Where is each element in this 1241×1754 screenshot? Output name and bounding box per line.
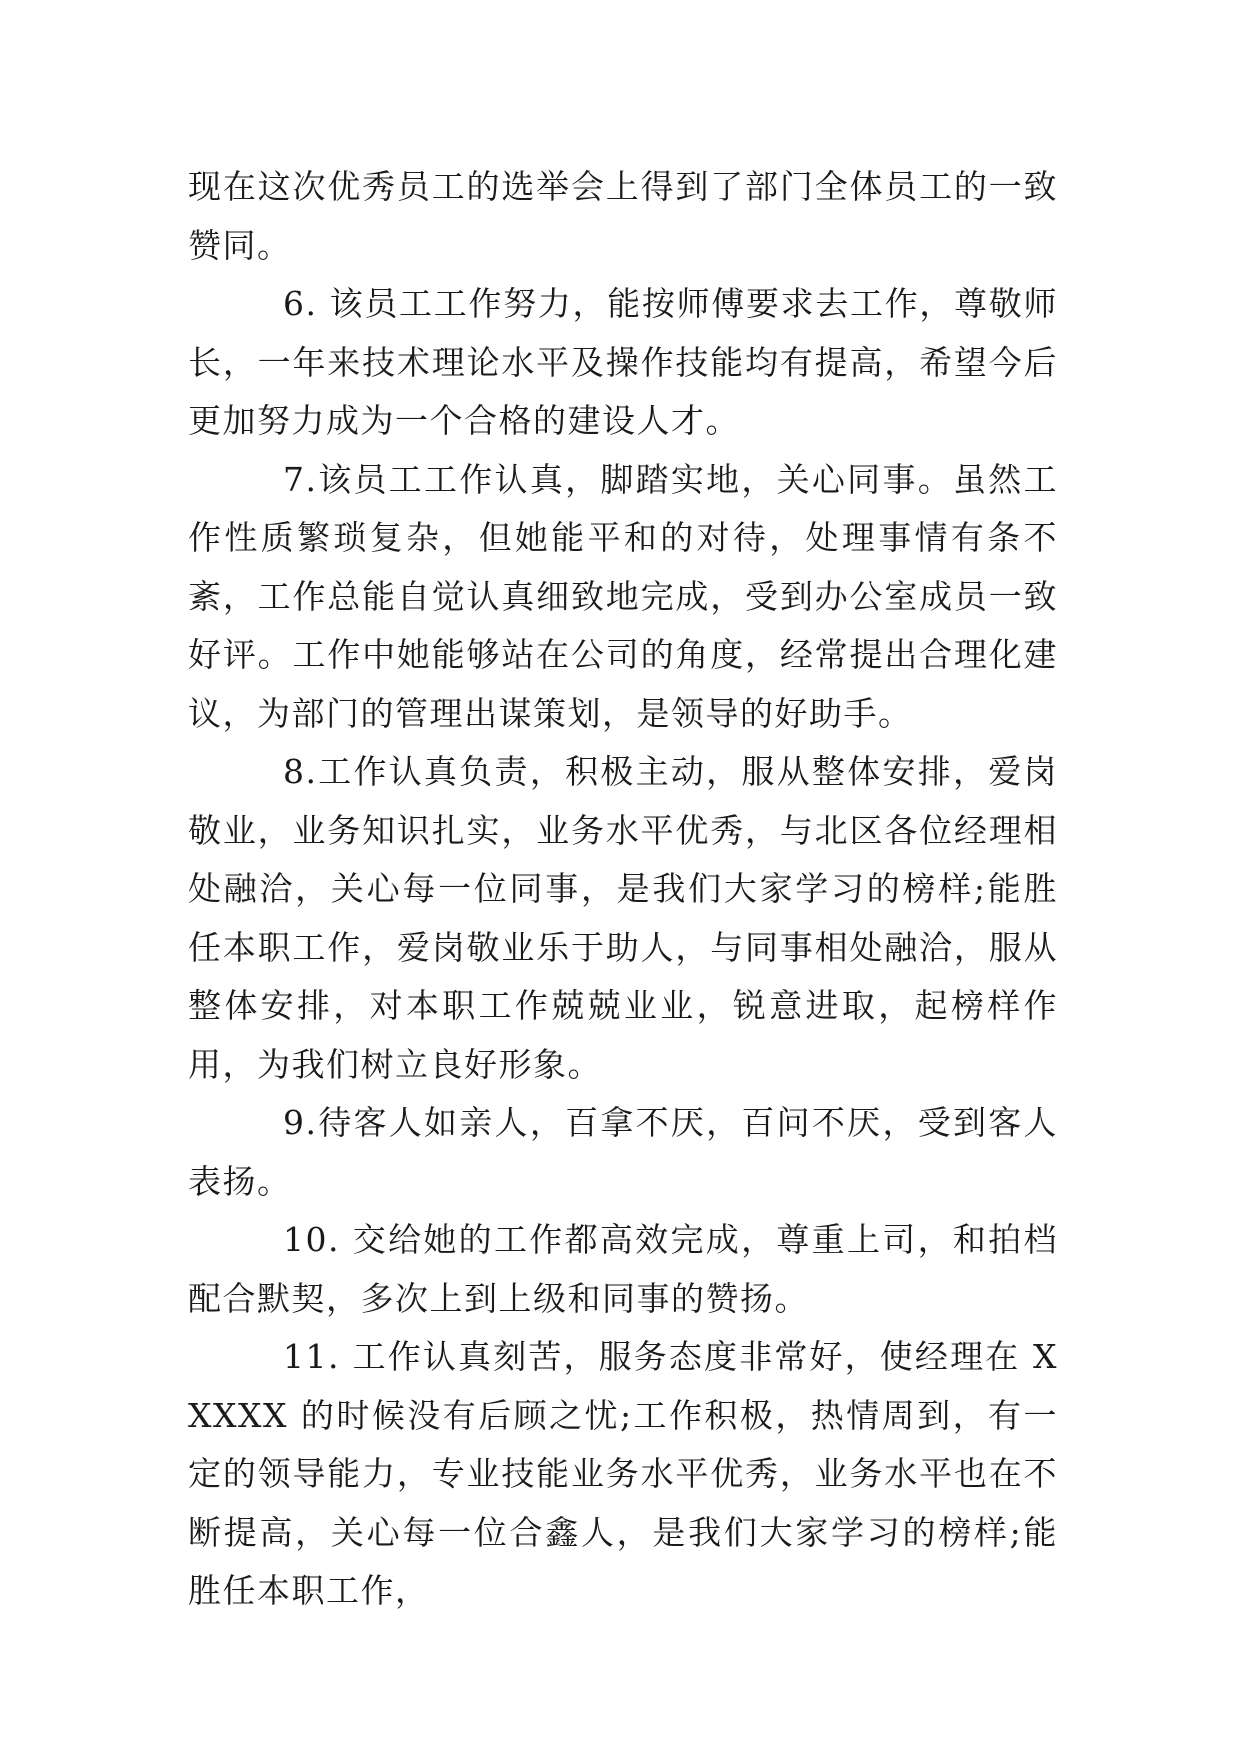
paragraph-item-7: 7.该员工工作认真，脚踏实地，关心同事。虽然工作性质繁琐复杂，但她能平和的对待，处理事情有条不紊，工作总能自觉认真细致地完成，受到办公室成员一致好评。工作中她能够站在公司的角度，经常提出合理化建议，为部门的管理出谋策划，是领导的好助手。 — [188, 459, 1058, 733]
paragraph-item-8: 8.工作认真负责，积极主动，服从整体安排，爱岗敬业，业务知识扎实，业务水平优秀，与北区各位经理相处融洽，关心每一位同事，是我们大家学习的榜样;能胜任本职工作，爱岗敬业乐于助人，与同事相处融洽，服从整体安排，对本职工作兢兢业业，锐意进取，起榜样作用，为我们树立良好形象。 — [188, 752, 1058, 1084]
paragraph-item-9: 9.待客人如亲人，百拿不厌，百问不厌，受到客人表扬。 — [188, 1103, 1058, 1201]
document-body — [188, 158, 1058, 1621]
paragraph-item-6: 6. 该员工工作努力，能按师傅要求去工作，尊敬师长，一年来技术理论水平及操作技能均有提高，希望今后更加努力成为一个合格的建设人才。 — [188, 284, 1058, 440]
paragraph-item-10: 10. 交给她的工作都高效完成，尊重上司，和拍档配合默契，多次上到上级和同事的赞扬。 — [188, 1220, 1058, 1318]
paragraph-item-11: 11. 工作认真刻苦，服务态度非常好，使经理在 XXXXX 的时候没有后顾之忧;工作积极，热情周到，有一定的领导能力，专业技能业务水平优秀，业务水平也在不断提高，关心每一位合鑫人，是我们大家学习的榜样;能胜任本职工作， — [188, 1337, 1058, 1610]
paragraph-continuation: 现在这次优秀员工的选举会上得到了部门全体员工的一致赞同。 — [188, 167, 1058, 265]
